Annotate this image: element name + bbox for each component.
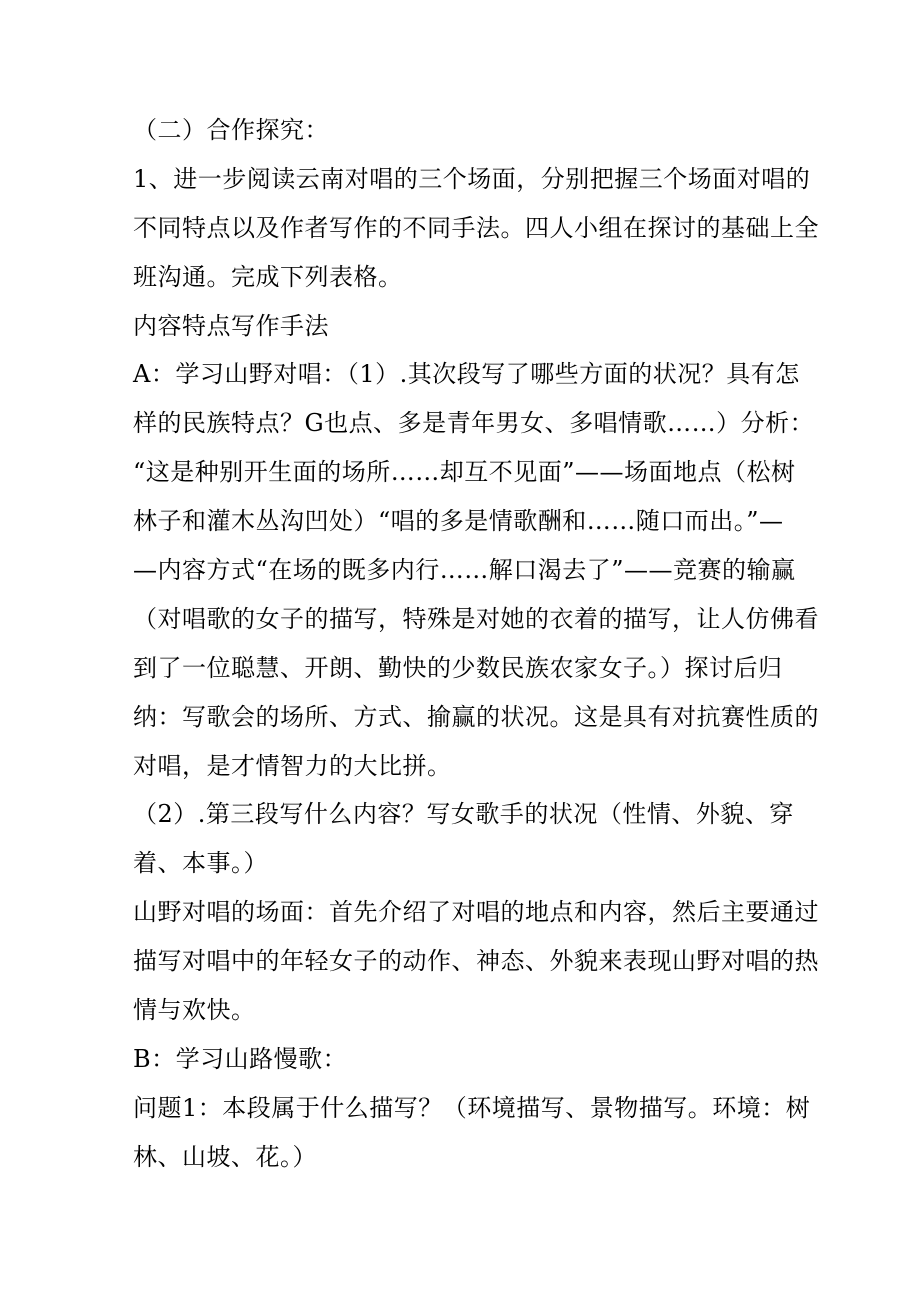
paragraph-line: 山野对唱的场面：首先介绍了对唱的地点和内容，然后主要通过	[133, 898, 819, 927]
paragraph-line: 着、本事。）	[133, 849, 268, 878]
paragraph-line: 问题1：本段属于什么描写？（环境描写、景物描写。环境：树	[133, 1093, 811, 1122]
document-body	[133, 106, 819, 1182]
paragraph-line: 林、山坡、花。）	[133, 1142, 317, 1171]
paragraph-line: 纳：写歌会的场所、方式、揄赢的状况。这是具有对抗赛性质的	[133, 702, 819, 731]
paragraph-line: 对唱，是才情智力的大比拼。	[133, 751, 452, 780]
paragraph-line: 到了一位聪慧、开朗、勤快的少数民族农家女子。）探讨后归	[133, 653, 783, 682]
paragraph-line: 班沟通。完成下列表格。	[133, 262, 403, 291]
section-heading: （二）合作探究：	[133, 116, 329, 144]
paragraph-line: 1、进一步阅读云南对唱的三个场面，分别把握三个场面对唱的	[133, 164, 811, 193]
table-heading: 内容特点写作手法	[133, 311, 329, 340]
paragraph-line: （2）.第三段写什么内容？写女歌手的状况（性情、外貌、穿	[133, 800, 794, 829]
paragraph-line: —内容方式“在场的既多内行……解口渴去了”——竞赛的输赢	[133, 556, 796, 585]
paragraph-line: “这是种别开生面的场所……却互不见面”——场面地点（松树	[133, 458, 796, 487]
paragraph-line: 林子和灌木丛沟凹处）“唱的多是情歌酬和……随口而出。”—	[133, 507, 784, 536]
paragraph-line: 不同特点以及作者写作的不同手法。四人小组在探讨的基础上全	[133, 213, 819, 242]
paragraph-line: 描写对唱中的年轻女子的动作、神态、外貌来表现山野对唱的热	[133, 947, 819, 976]
subsection-heading: B：学习山路慢歌：	[133, 1044, 348, 1073]
paragraph-line: 情与欢快。	[133, 996, 256, 1025]
paragraph-line: 样的民族特点？G也点、多是青年男女、多唱情歌……）分析：	[133, 409, 815, 438]
paragraph-line: A：学习山野对唱：（1）.其次段写了哪些方面的状况？具有怎	[133, 360, 800, 389]
paragraph-line: （对唱歌的女子的描写，特殊是对她的衣着的描写，让人仿佛看	[133, 604, 819, 633]
